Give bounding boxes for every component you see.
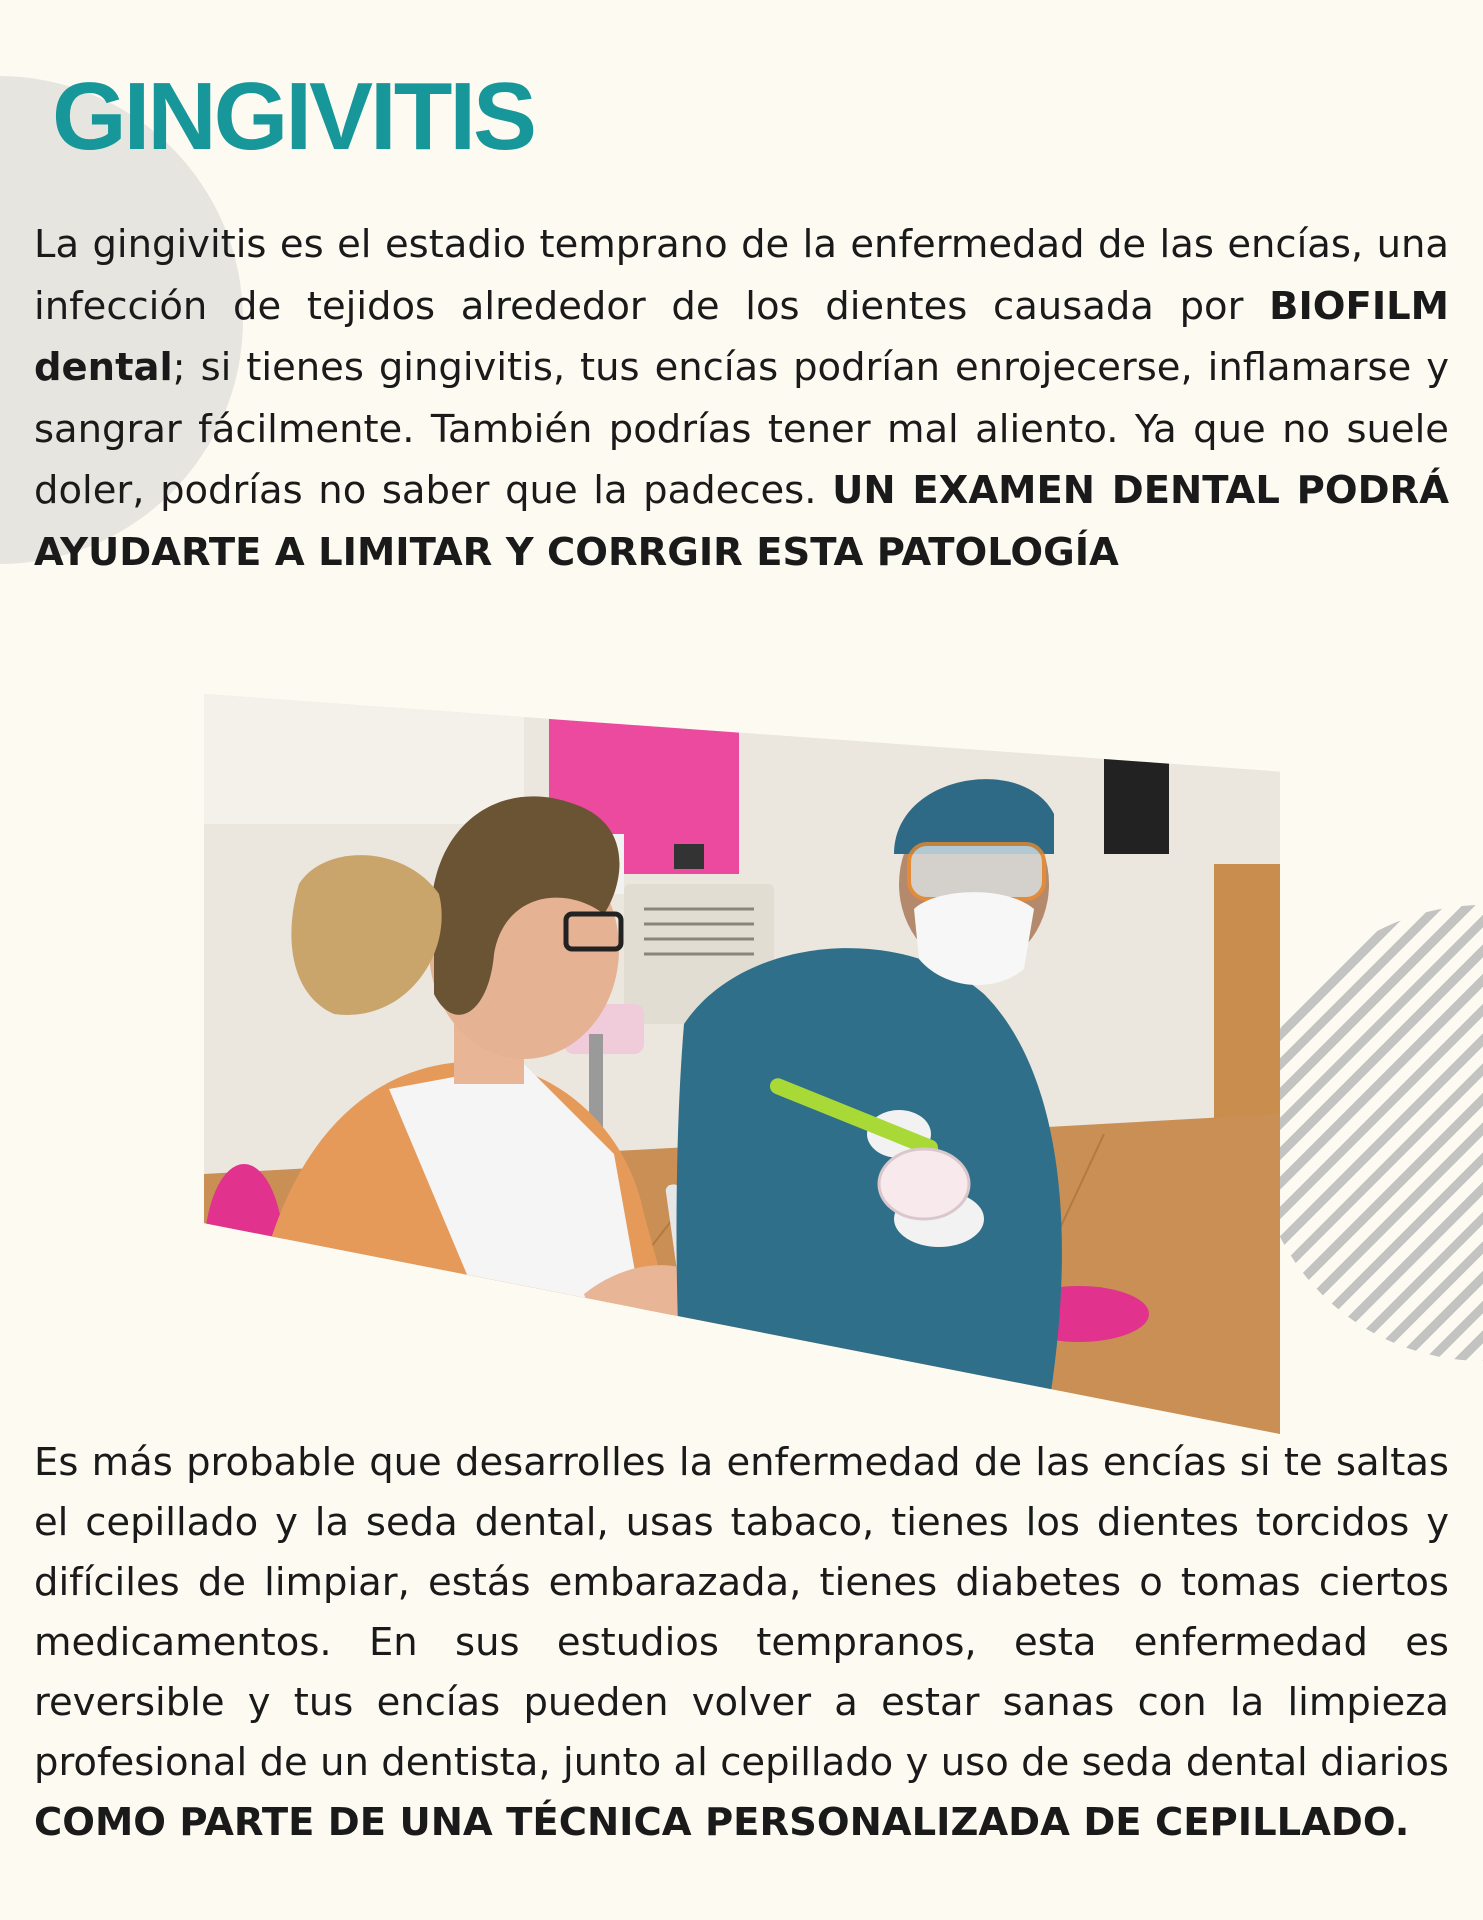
page-title: GINGIVITIS [52, 63, 535, 170]
intro-text-2: ; si tienes gingivitis, tus encías podrían enrojecerse, inflamarse y sangrar fácilmente. También podrías tener mal aliento. Ya que no suele doler, podrías no saber que la padeces. [34, 345, 1449, 513]
intro-paragraph [34, 214, 1449, 583]
intro-bold-biofilm: BIOFILM dental [34, 283, 1449, 390]
decorative-striped-circle [1255, 905, 1483, 1361]
intro-bold-callout: UN EXAMEN DENTAL PODRÁ AYUDARTE A LIMITAR Y CORRGIR ESTA PATOLOGÍA [34, 468, 1449, 575]
body-paragraph [34, 1433, 1449, 1853]
dental-consultation-photo [204, 694, 1280, 1434]
photo-illustration [204, 694, 1280, 1434]
intro-text-1: La gingivitis es el estadio temprano de la enfermedad de las encías, una infección de tejidos alrededor de los dientes causada por [34, 222, 1449, 329]
body-text: Es más probable que desarrolles la enfermedad de las encías si te saltas el cepillado y la seda dental, usas tabaco, tienes los dientes torcidos y difíciles de limpiar, estás embarazada, tienes diabetes o tomas ciertos medicamentos. En sus estudios tempranos, esta enfermedad es reversible y tus encías pueden volver a estar sanas con la limpieza profesional de un dentista, junto al cepillado y uso de seda dental diarios [34, 1440, 1449, 1785]
body-bold-callout: COMO PARTE DE UNA TÉCNICA PERSONALIZADA DE CEPILLADO. [34, 1800, 1410, 1845]
